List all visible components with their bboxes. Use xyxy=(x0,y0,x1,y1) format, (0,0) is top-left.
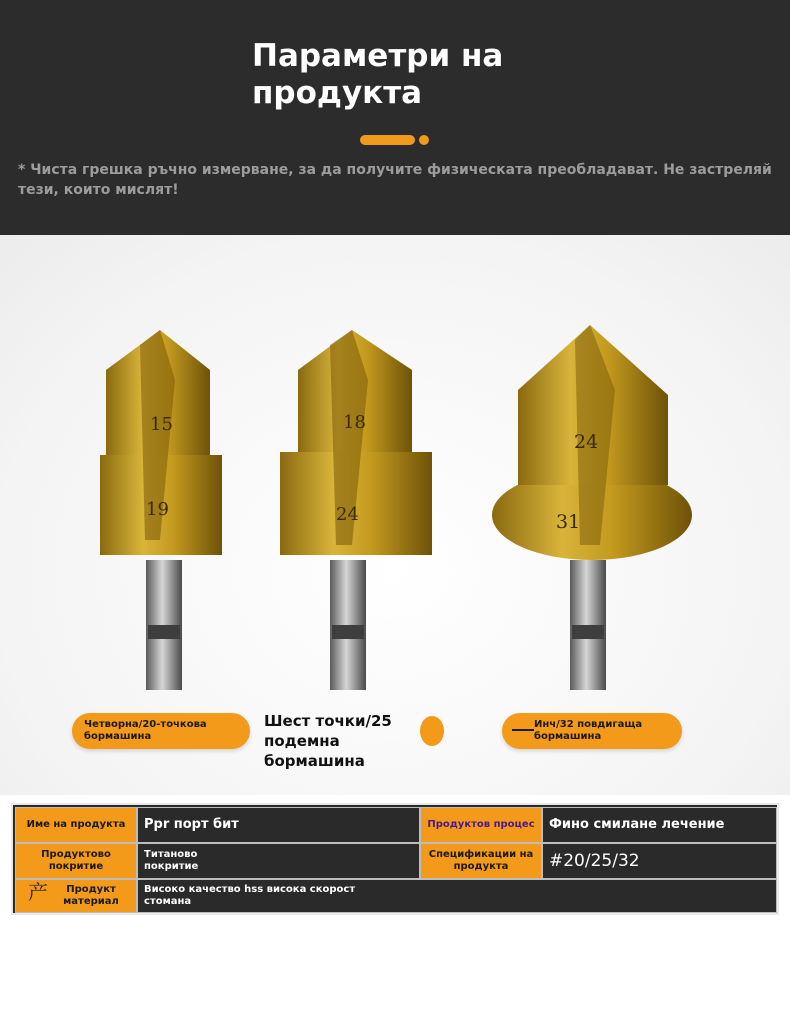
spec-process-key: Продуктов процес xyxy=(420,807,542,843)
bit-2-label: Шест точки/25 подемна бормашина xyxy=(264,712,392,770)
spec-process-value: Фино смилане лечение xyxy=(542,807,777,843)
drill-bit-3 xyxy=(492,325,692,690)
dash-icon xyxy=(512,729,534,731)
bit-1-number-bottom: 19 xyxy=(146,499,169,520)
spec-material-key-cell xyxy=(15,879,137,913)
bit-3-shank-groove xyxy=(572,625,604,639)
bit-2-shank-groove xyxy=(332,625,364,639)
bit-1-number-top: 15 xyxy=(150,414,173,435)
bit-2-number-top: 18 xyxy=(343,412,366,433)
bit-3-label: Инч/32 повдигаща бормашина xyxy=(534,719,643,742)
bit-1-shank-groove xyxy=(148,625,180,639)
disclaimer-text: * Чиста грешка ръчно измерване, за да получите физическата преобладават. Не застреляй тези, които мислят! xyxy=(18,162,772,198)
drill-bit-2 xyxy=(280,330,432,690)
spec-coating-value: Титаново покритие xyxy=(137,843,420,879)
bit-3-number-top: 24 xyxy=(574,431,599,453)
page-title: Параметри на продукта xyxy=(252,38,504,111)
spec-spec-value: #20/25/32 xyxy=(542,843,777,879)
spec-material-value: Високо качество hss висока скорост стомана xyxy=(137,879,777,913)
drill-bit-1 xyxy=(100,330,222,690)
spec-spec-key: Спецификации на продукта xyxy=(420,843,542,879)
spec-coating-key: Продуктово покритие xyxy=(15,843,137,879)
spec-material-key: Продукт материал xyxy=(63,884,119,907)
spec-name-value: Ppr порт бит xyxy=(137,807,420,843)
bit-1-label: Четворна/20-точкова бормашина xyxy=(72,713,250,749)
spec-table xyxy=(11,803,779,915)
bit-2-number-bottom: 24 xyxy=(336,504,359,525)
bit-3-number-bottom: 31 xyxy=(556,511,581,533)
spec-name-key: Име на продукта xyxy=(15,807,137,843)
bit-3-label-pill xyxy=(502,713,682,749)
material-glyph: 产 xyxy=(28,880,48,904)
